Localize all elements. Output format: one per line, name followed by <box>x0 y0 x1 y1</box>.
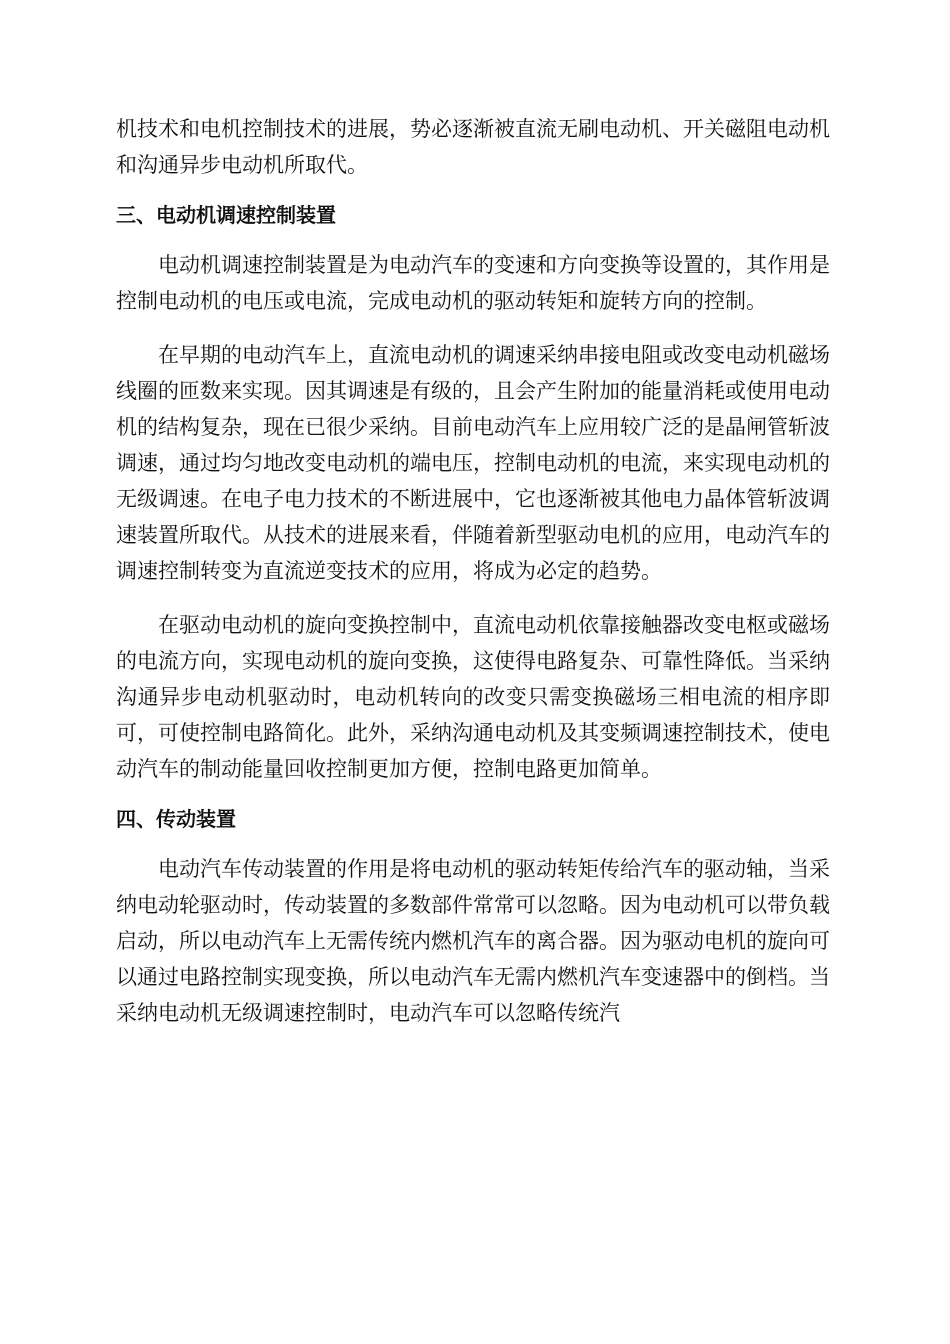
continuation-paragraph: 机技术和电机控制技术的进展，势必逐渐被直流无刷电动机、开关磁阻电动机和沟通异步电动机所取代。 <box>116 117 830 177</box>
section-3-paragraph-3: 在驱动电动机的旋向变换控制中，直流电动机依靠接触器改变电枢或磁场的电流方向，实现电动机的旋向变换，这使得电路复杂、可靠性降低。当采纳沟通异步电动机驱动时，电动机转向的改变只需变换磁场三相电流的相序即可，可使控制电路简化。此外，采纳沟通电动机及其变频调速控制技术，使电动汽车的制动能量回收控制更加方便，控制电路更加简单。 <box>116 613 830 781</box>
section-3-paragraph-2: 在早期的电动汽车上，直流电动机的调速采纳串接电阻或改变电动机磁场线圈的匝数来实现。因其调速是有级的，且会产生附加的能量消耗或使用电动机的结构复杂，现在已很少采纳。目前电动汽车上应用较广泛的是晶闸管斩波调速，通过均匀地改变电动机的端电压，控制电动机的电流，来实现电动机的无级调速。在电子电力技术的不断进展中，它也逐渐被其他电力晶体管斩波调速装置所取代。从技术的进展来看，伴随着新型驱动电机的应用，电动汽车的调速控制转变为直流逆变技术的应用，将成为必定的趋势。 <box>116 343 830 583</box>
section-3-heading: 三、电动机调速控制装置 <box>116 203 336 227</box>
section-4-heading: 四、传动装置 <box>116 807 236 831</box>
section-4-paragraph-1: 电动汽车传动装置的作用是将电动机的驱动转矩传给汽车的驱动轴，当采纳电动轮驱动时，传动装置的多数部件常常可以忽略。因为电动机可以带负载启动，所以电动汽车上无需传统内燃机汽车的离合器。因为驱动电机的旋向可以通过电路控制实现变换，所以电动汽车无需内燃机汽车变速器中的倒档。当采纳电动机无级调速控制时，电动汽车可以忽略传统汽 <box>116 857 830 1025</box>
section-3-paragraph-1: 电动机调速控制装置是为电动汽车的变速和方向变换等设置的，其作用是控制电动机的电压或电流，完成电动机的驱动转矩和旋转方向的控制。 <box>116 253 830 313</box>
